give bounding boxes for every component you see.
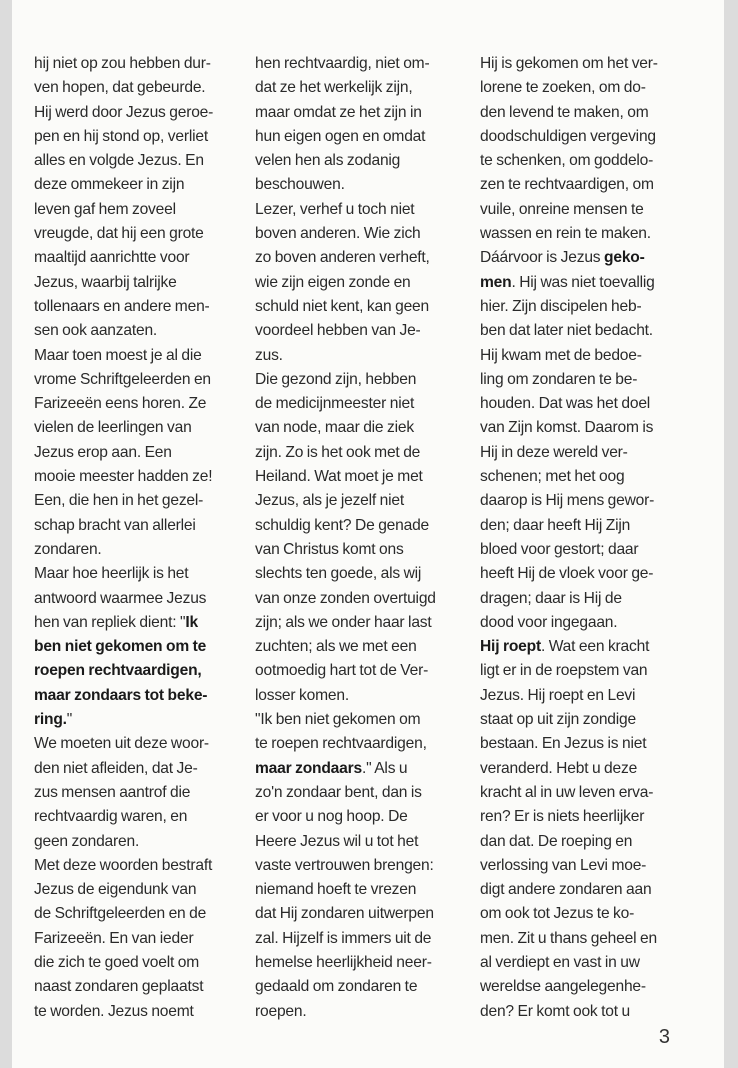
text-line bbox=[480, 732, 702, 756]
text-line bbox=[255, 781, 477, 805]
text-line bbox=[480, 708, 702, 732]
text-line bbox=[480, 514, 702, 538]
text-segment: heeft Hij de vloek voor ge- bbox=[480, 565, 654, 583]
bold-text: Ik bbox=[185, 613, 198, 631]
text-line bbox=[34, 902, 256, 926]
text-line bbox=[34, 927, 256, 951]
text-segment: Hij kwam met de bedoe- bbox=[480, 346, 642, 364]
text-line bbox=[480, 344, 702, 368]
text-line bbox=[480, 975, 702, 999]
text-segment: de Schriftgeleerden en de bbox=[34, 905, 207, 923]
text-line bbox=[34, 1000, 256, 1024]
text-line bbox=[480, 635, 702, 659]
text-column-3 bbox=[480, 52, 702, 1024]
text-segment: Heere Jezus wil u tot het bbox=[255, 832, 419, 850]
text-line bbox=[34, 562, 256, 586]
text-segment: voordeel hebben van Je- bbox=[255, 322, 421, 340]
book-page bbox=[12, 0, 724, 1068]
text-line bbox=[34, 465, 256, 489]
text-segment: schuldig kent? De genade bbox=[255, 516, 430, 534]
text-segment: wie zijn eigen zonde en bbox=[255, 273, 411, 291]
text-segment: Jezus, als je jezelf niet bbox=[255, 492, 405, 510]
text-segment: vrome Schriftgeleerden en bbox=[34, 370, 211, 388]
text-line bbox=[34, 198, 256, 222]
text-segment: velen hen als zodanig bbox=[255, 152, 401, 170]
text-line bbox=[34, 125, 256, 149]
text-line bbox=[255, 441, 477, 465]
text-line bbox=[255, 392, 477, 416]
text-line bbox=[34, 611, 256, 635]
text-segment: om ook tot Jezus te ko- bbox=[480, 905, 635, 923]
text-segment: vielen de leerlingen van bbox=[34, 419, 192, 437]
text-line bbox=[255, 927, 477, 951]
text-line bbox=[480, 781, 702, 805]
text-segment: hemelse heerlijkheid neer- bbox=[255, 953, 432, 971]
text-line bbox=[480, 854, 702, 878]
text-segment: de medicijnmeester niet bbox=[255, 395, 415, 413]
text-line bbox=[34, 975, 256, 999]
text-line bbox=[34, 805, 256, 829]
text-line bbox=[255, 757, 477, 781]
text-segment: Met deze woorden bestraft bbox=[34, 856, 213, 874]
text-line bbox=[255, 368, 477, 392]
text-line bbox=[34, 489, 256, 513]
text-segment: Hij is gekomen om het ver- bbox=[480, 55, 658, 72]
text-segment: geen zondaren. bbox=[34, 832, 140, 850]
text-segment: zijn. Zo is het ook met de bbox=[255, 443, 421, 461]
text-segment: zo boven anderen verheft, bbox=[255, 249, 430, 267]
bold-text: ben niet gekomen om te bbox=[34, 638, 207, 656]
text-line bbox=[480, 76, 702, 100]
text-line bbox=[255, 659, 477, 683]
text-line bbox=[34, 392, 256, 416]
text-segment: We moeten uit deze woor- bbox=[34, 735, 209, 753]
text-line bbox=[480, 101, 702, 125]
text-line bbox=[34, 951, 256, 975]
text-segment: vreugde, dat hij een grote bbox=[34, 225, 204, 243]
text-line bbox=[34, 781, 256, 805]
text-line bbox=[34, 441, 256, 465]
text-line bbox=[34, 295, 256, 319]
text-segment: hier. Zijn discipelen heb- bbox=[480, 297, 642, 315]
text-segment: van node, maar die ziek bbox=[255, 419, 414, 437]
text-segment: ben dat later niet bedacht. bbox=[480, 322, 653, 340]
text-line bbox=[34, 271, 256, 295]
text-line bbox=[34, 344, 256, 368]
text-segment: ren? Er is niets heerlijker bbox=[480, 808, 645, 826]
text-line bbox=[255, 416, 477, 440]
text-line bbox=[255, 1000, 477, 1024]
text-line bbox=[34, 878, 256, 902]
text-line bbox=[255, 830, 477, 854]
text-segment: zijn; als we onder haar last bbox=[255, 613, 432, 631]
text-segment: Jezus, waarbij talrijke bbox=[34, 273, 177, 291]
text-segment: doodschuldigen vergeving bbox=[480, 127, 656, 145]
text-segment: rechtvaardig waren, en bbox=[34, 808, 188, 826]
text-line bbox=[480, 319, 702, 343]
text-segment: vuile, onreine mensen te bbox=[480, 200, 644, 218]
text-segment: zus. bbox=[255, 346, 283, 364]
text-segment: al verdiept en vast in uw bbox=[480, 953, 640, 971]
text-line bbox=[34, 101, 256, 125]
text-segment: houden. Dat was het doel bbox=[480, 395, 651, 413]
text-segment: "Ik ben niet gekomen om bbox=[255, 711, 421, 729]
text-segment: zondaren. bbox=[34, 540, 102, 558]
text-segment: hen van repliek dient: " bbox=[34, 613, 186, 631]
text-line bbox=[255, 514, 477, 538]
text-segment: Dáárvoor is Jezus bbox=[480, 249, 605, 267]
text-line bbox=[255, 538, 477, 562]
text-segment: den levend te maken, om bbox=[480, 103, 649, 121]
text-segment: bloed voor gestort; daar bbox=[480, 540, 639, 558]
text-segment: van Zijn komst. Daarom is bbox=[480, 419, 654, 437]
text-line bbox=[480, 246, 702, 270]
text-line bbox=[480, 684, 702, 708]
text-line bbox=[255, 708, 477, 732]
text-segment: wassen en rein te maken. bbox=[480, 225, 651, 243]
text-line bbox=[34, 173, 256, 197]
text-segment: sen ook aanzaten. bbox=[34, 322, 158, 340]
text-segment: Farizeeën. En van ieder bbox=[34, 929, 194, 947]
bold-text: maar zondaars bbox=[255, 759, 362, 777]
text-line bbox=[480, 173, 702, 197]
bold-text: ring. bbox=[34, 711, 67, 729]
text-line bbox=[255, 149, 477, 173]
text-line bbox=[255, 732, 477, 756]
text-segment: te schenken, om goddelo- bbox=[480, 152, 654, 170]
text-line bbox=[34, 416, 256, 440]
text-segment: dragen; daar is Hij de bbox=[480, 589, 622, 607]
text-line bbox=[34, 684, 256, 708]
text-segment: Jezus de eigendunk van bbox=[34, 881, 197, 899]
text-segment: mooie meester hadden ze! bbox=[34, 468, 213, 486]
text-line bbox=[34, 587, 256, 611]
text-line bbox=[34, 52, 256, 76]
text-segment: ven hopen, dat gebeurde. bbox=[34, 79, 206, 97]
text-line bbox=[255, 198, 477, 222]
text-line bbox=[255, 173, 477, 197]
text-segment: lorene te zoeken, om do- bbox=[480, 79, 646, 97]
text-line bbox=[480, 805, 702, 829]
text-column-1 bbox=[34, 52, 256, 1024]
text-line bbox=[255, 344, 477, 368]
bold-text: men bbox=[480, 273, 512, 291]
text-segment: hen rechtvaardig, niet om- bbox=[255, 55, 430, 72]
text-line bbox=[480, 587, 702, 611]
text-line bbox=[255, 489, 477, 513]
text-segment: zuchten; als we met een bbox=[255, 638, 417, 656]
text-line bbox=[34, 757, 256, 781]
text-line bbox=[34, 538, 256, 562]
text-line bbox=[255, 805, 477, 829]
text-line bbox=[34, 514, 256, 538]
text-line bbox=[480, 295, 702, 319]
text-segment: ." Als u bbox=[361, 759, 408, 777]
text-segment: boven anderen. Wie zich bbox=[255, 225, 421, 243]
text-segment: staat op uit zijn zondige bbox=[480, 711, 636, 729]
text-line bbox=[480, 392, 702, 416]
text-line bbox=[255, 878, 477, 902]
text-segment: Een, die hen in het gezel- bbox=[34, 492, 204, 510]
text-segment: leven gaf hem zoveel bbox=[34, 200, 176, 218]
text-line bbox=[480, 902, 702, 926]
text-segment: dood voor ingegaan. bbox=[480, 613, 618, 631]
text-line bbox=[480, 222, 702, 246]
text-segment: maar omdat ze het zijn in bbox=[255, 103, 422, 121]
text-segment: schap bracht van allerlei bbox=[34, 516, 196, 534]
text-segment: ling om zondaren te be- bbox=[480, 370, 638, 388]
text-segment: den niet afleiden, dat Je- bbox=[34, 759, 198, 777]
bold-text: geko- bbox=[604, 249, 645, 267]
text-line bbox=[255, 246, 477, 270]
text-line bbox=[34, 368, 256, 392]
text-line bbox=[480, 271, 702, 295]
text-line bbox=[34, 830, 256, 854]
text-segment: vaste vertrouwen brengen: bbox=[255, 856, 434, 874]
text-line bbox=[480, 562, 702, 586]
text-segment: losser komen. bbox=[255, 686, 349, 704]
text-segment: Maar hoe heerlijk is het bbox=[34, 565, 189, 583]
text-line bbox=[255, 854, 477, 878]
text-segment: bestaan. En Jezus is niet bbox=[480, 735, 647, 753]
page-number: 3 bbox=[658, 1026, 670, 1048]
text-segment: dan dat. De roeping en bbox=[480, 832, 633, 850]
text-segment: naast zondaren geplaatst bbox=[34, 978, 204, 996]
text-segment: van Christus komt ons bbox=[255, 540, 404, 558]
text-segment: niemand hoeft te vrezen bbox=[255, 881, 417, 899]
text-segment: Jezus erop aan. Een bbox=[34, 443, 172, 461]
text-segment: dat ze het werkelijk zijn, bbox=[255, 79, 413, 97]
text-segment: slechts ten goede, als wij bbox=[255, 565, 422, 583]
text-segment: ootmoedig hart tot de Ver- bbox=[255, 662, 429, 680]
text-line bbox=[480, 878, 702, 902]
text-line bbox=[255, 562, 477, 586]
text-segment: Jezus. Hij roept en Levi bbox=[480, 686, 636, 704]
text-segment: Heiland. Wat moet je met bbox=[255, 468, 423, 486]
text-line bbox=[255, 319, 477, 343]
text-line bbox=[480, 659, 702, 683]
text-line bbox=[34, 659, 256, 683]
text-line bbox=[255, 902, 477, 926]
text-segment: . Hij was niet toevallig bbox=[511, 273, 655, 291]
text-line bbox=[255, 76, 477, 100]
text-segment: ligt er in de roepstem van bbox=[480, 662, 648, 680]
text-segment: deze ommekeer in zijn bbox=[34, 176, 185, 194]
text-segment: hij niet op zou hebben dur- bbox=[34, 55, 211, 72]
text-segment: te worden. Jezus noemt bbox=[34, 1002, 194, 1020]
text-line bbox=[34, 319, 256, 343]
text-line bbox=[255, 295, 477, 319]
text-line bbox=[480, 951, 702, 975]
text-segment: zus mensen aantrof die bbox=[34, 783, 191, 801]
text-line bbox=[480, 465, 702, 489]
text-segment: zo'n zondaar bent, dan is bbox=[255, 783, 422, 801]
text-column-2 bbox=[255, 52, 477, 1024]
text-segment: beschouwen. bbox=[255, 176, 345, 194]
text-line bbox=[480, 538, 702, 562]
text-line bbox=[255, 222, 477, 246]
text-segment: roepen. bbox=[255, 1002, 307, 1020]
text-segment: kracht al in uw leven erva- bbox=[480, 783, 654, 801]
text-line bbox=[480, 52, 702, 76]
text-segment: schenen; met het oog bbox=[480, 468, 625, 486]
text-line bbox=[480, 198, 702, 222]
text-line bbox=[255, 101, 477, 125]
text-segment: den; daar heeft Hij Zijn bbox=[480, 516, 631, 534]
bold-text: Hij roept bbox=[480, 638, 541, 656]
text-segment: dat Hij zondaren uitwerpen bbox=[255, 905, 434, 923]
text-line bbox=[480, 441, 702, 465]
text-segment: veranderd. Hebt u deze bbox=[480, 759, 638, 777]
text-segment: van onze zonden overtuigd bbox=[255, 589, 436, 607]
text-line bbox=[480, 757, 702, 781]
text-segment: men. Zit u thans geheel en bbox=[480, 929, 657, 947]
text-line bbox=[34, 732, 256, 756]
text-segment: " bbox=[66, 711, 73, 729]
text-line bbox=[480, 927, 702, 951]
text-segment: Lezer, verhef u toch niet bbox=[255, 200, 415, 218]
text-segment: maaltijd aanrichtte voor bbox=[34, 249, 190, 267]
text-line bbox=[480, 830, 702, 854]
text-line bbox=[480, 149, 702, 173]
text-segment: den? Er komt ook tot u bbox=[480, 1002, 630, 1020]
text-line bbox=[480, 368, 702, 392]
text-line bbox=[34, 76, 256, 100]
text-segment: tollenaars en andere men- bbox=[34, 297, 210, 315]
text-segment: alles en volgde Jezus. En bbox=[34, 152, 204, 170]
text-segment: die zich te goed voelt om bbox=[34, 953, 199, 971]
text-segment: schuld niet kent, kan geen bbox=[255, 297, 429, 315]
text-segment: gedaald om zondaren te bbox=[255, 978, 418, 996]
text-line bbox=[480, 125, 702, 149]
text-segment: zal. Hijzelf is immers uit de bbox=[255, 929, 432, 947]
text-line bbox=[480, 489, 702, 513]
text-line bbox=[255, 684, 477, 708]
text-segment: te roepen rechtvaardigen, bbox=[255, 735, 427, 753]
text-segment: . Wat een kracht bbox=[540, 638, 650, 656]
text-segment: Farizeeën eens horen. Ze bbox=[34, 395, 207, 413]
text-segment: Hij werd door Jezus geroe- bbox=[34, 103, 214, 121]
text-segment: verlossing van Levi moe- bbox=[480, 856, 647, 874]
text-line bbox=[255, 52, 477, 76]
text-segment: daarop is Hij mens gewor- bbox=[480, 492, 655, 510]
text-line bbox=[480, 1000, 702, 1024]
text-line bbox=[255, 951, 477, 975]
text-segment: pen en hij stond op, verliet bbox=[34, 127, 208, 145]
text-line bbox=[255, 465, 477, 489]
text-line bbox=[34, 635, 256, 659]
text-line bbox=[34, 149, 256, 173]
text-segment: wereldse aangelegenhe- bbox=[480, 978, 646, 996]
text-segment: Hij in deze wereld ver- bbox=[480, 443, 628, 461]
text-line bbox=[255, 975, 477, 999]
bold-text: maar zondaars tot beke- bbox=[34, 686, 208, 704]
text-line bbox=[34, 222, 256, 246]
text-segment: antwoord waarmee Jezus bbox=[34, 589, 207, 607]
text-line bbox=[255, 587, 477, 611]
text-line bbox=[255, 635, 477, 659]
text-line bbox=[255, 271, 477, 295]
text-segment: hun eigen ogen en omdat bbox=[255, 127, 426, 145]
text-line bbox=[480, 416, 702, 440]
text-line bbox=[34, 854, 256, 878]
text-line bbox=[34, 246, 256, 270]
text-line bbox=[255, 611, 477, 635]
bold-text: roepen rechtvaardigen, bbox=[34, 662, 202, 680]
text-line bbox=[255, 125, 477, 149]
text-segment: zen te rechtvaardigen, om bbox=[480, 176, 654, 194]
text-segment: er voor u nog hoop. De bbox=[255, 808, 408, 826]
text-segment: digt andere zondaren aan bbox=[480, 881, 652, 899]
text-line bbox=[34, 708, 256, 732]
text-segment: Die gezond zijn, hebben bbox=[255, 370, 417, 388]
text-segment: Maar toen moest je al die bbox=[34, 346, 202, 364]
text-line bbox=[480, 611, 702, 635]
